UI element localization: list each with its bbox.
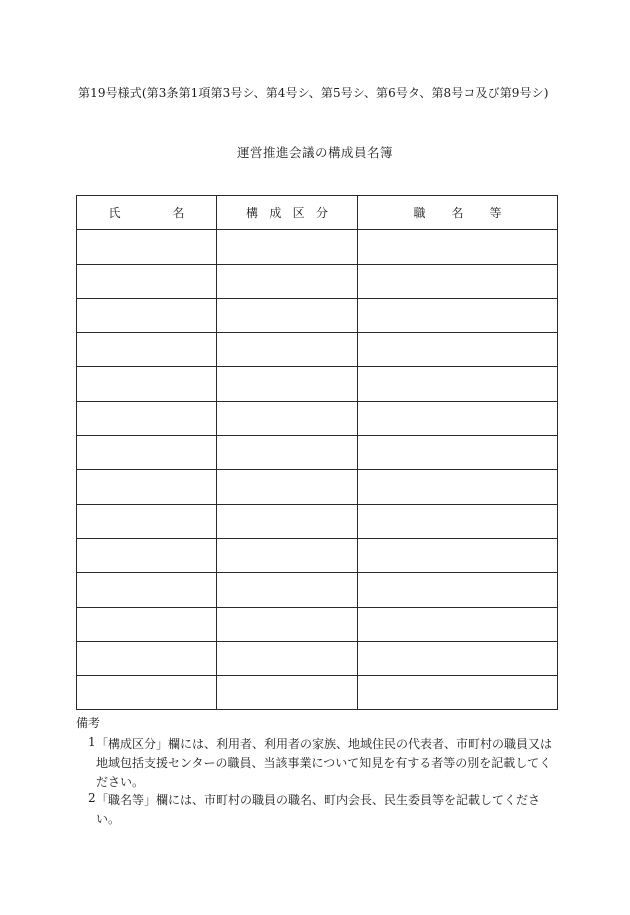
member-category-cell[interactable] bbox=[217, 538, 358, 572]
job-title-cell[interactable] bbox=[358, 230, 558, 264]
note-number: 1 bbox=[88, 735, 96, 749]
job-title-cell[interactable] bbox=[358, 333, 558, 367]
note-text: 「職名等」欄には、市町村の職員の職名、町内会長、民生委員等を記載してください。 bbox=[96, 793, 541, 826]
table-row bbox=[77, 436, 558, 470]
job-title-cell[interactable] bbox=[358, 676, 558, 710]
job-title-cell[interactable] bbox=[358, 641, 558, 675]
member-category-cell[interactable] bbox=[217, 470, 358, 504]
header-member-category: 構 成 区 分 bbox=[217, 196, 358, 230]
note-text: 「構成区分」欄には、利用者、利用者の家族、地域住民の代表者、市町村の職員又は地域包括支援センターの職員、当該事業について知見を有する者等の別を記載してください。 bbox=[96, 737, 553, 789]
table-row bbox=[77, 676, 558, 710]
name-cell[interactable] bbox=[77, 436, 217, 470]
member-category-cell[interactable] bbox=[217, 401, 358, 435]
name-cell[interactable] bbox=[77, 298, 217, 332]
note-item bbox=[78, 791, 558, 829]
name-cell[interactable] bbox=[77, 264, 217, 298]
name-cell[interactable] bbox=[77, 504, 217, 538]
job-title-cell[interactable] bbox=[358, 401, 558, 435]
member-category-cell[interactable] bbox=[217, 641, 358, 675]
document-title: 運営推進会議の構成員名簿 bbox=[236, 145, 393, 160]
job-title-cell[interactable] bbox=[358, 607, 558, 641]
table-row bbox=[77, 401, 558, 435]
name-cell[interactable] bbox=[77, 230, 217, 264]
name-cell[interactable] bbox=[77, 573, 217, 607]
table-row bbox=[77, 538, 558, 572]
job-title-cell[interactable] bbox=[358, 504, 558, 538]
table-row bbox=[77, 504, 558, 538]
name-cell[interactable] bbox=[77, 401, 217, 435]
job-title-cell[interactable] bbox=[358, 470, 558, 504]
note-item bbox=[78, 735, 558, 792]
member-category-cell[interactable] bbox=[217, 298, 358, 332]
member-category-cell[interactable] bbox=[217, 230, 358, 264]
member-category-cell[interactable] bbox=[217, 573, 358, 607]
header-name: 氏 名 bbox=[77, 196, 217, 230]
job-title-cell[interactable] bbox=[358, 264, 558, 298]
table-row bbox=[77, 298, 558, 332]
name-cell[interactable] bbox=[77, 333, 217, 367]
table-row bbox=[77, 607, 558, 641]
name-cell[interactable] bbox=[77, 641, 217, 675]
name-cell[interactable] bbox=[77, 538, 217, 572]
notes-label: 備考 bbox=[76, 716, 101, 730]
name-cell[interactable] bbox=[77, 367, 217, 401]
member-roster-table bbox=[76, 195, 558, 710]
member-category-cell[interactable] bbox=[217, 676, 358, 710]
member-category-cell[interactable] bbox=[217, 333, 358, 367]
table-row bbox=[77, 230, 558, 264]
job-title-cell[interactable] bbox=[358, 573, 558, 607]
member-category-cell[interactable] bbox=[217, 367, 358, 401]
form-number: 第19号様式(第3条第1項第3号シ、第4号シ、第5号シ、第6号タ、第8号コ及び第9号シ) bbox=[78, 86, 549, 100]
name-cell[interactable] bbox=[77, 607, 217, 641]
job-title-cell[interactable] bbox=[358, 298, 558, 332]
job-title-cell[interactable] bbox=[358, 367, 558, 401]
member-category-cell[interactable] bbox=[217, 504, 358, 538]
table-row bbox=[77, 264, 558, 298]
job-title-cell[interactable] bbox=[358, 538, 558, 572]
table-row bbox=[77, 367, 558, 401]
table-row bbox=[77, 641, 558, 675]
member-category-cell[interactable] bbox=[217, 436, 358, 470]
table-row bbox=[77, 333, 558, 367]
note-number: 2 bbox=[88, 791, 96, 805]
table-row bbox=[77, 470, 558, 504]
name-cell[interactable] bbox=[77, 470, 217, 504]
table-body bbox=[77, 230, 558, 710]
header-job-title: 職 名 等 bbox=[358, 196, 558, 230]
table-row bbox=[77, 573, 558, 607]
table-header-row bbox=[77, 196, 558, 230]
name-cell[interactable] bbox=[77, 676, 217, 710]
member-category-cell[interactable] bbox=[217, 607, 358, 641]
job-title-cell[interactable] bbox=[358, 436, 558, 470]
member-category-cell[interactable] bbox=[217, 264, 358, 298]
